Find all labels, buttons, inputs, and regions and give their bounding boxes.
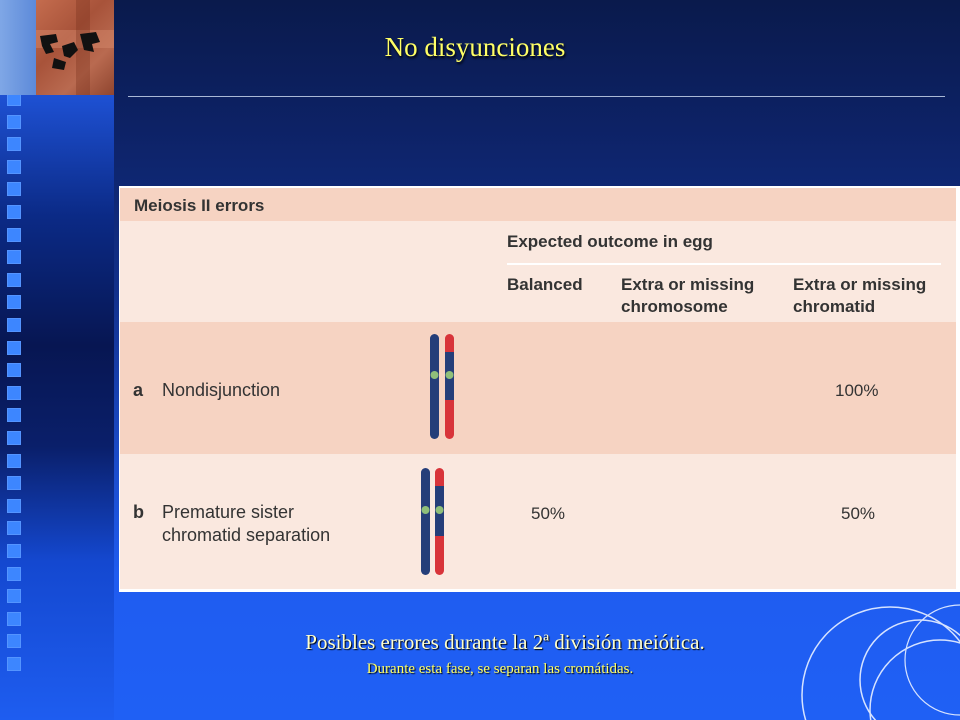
column-header-chromosome <box>621 274 754 318</box>
decorative-square <box>7 521 21 535</box>
row-label-line: chromatid separation <box>162 525 331 545</box>
separated-chromatids-icon <box>400 466 460 578</box>
left-decorative-strip <box>0 0 114 720</box>
decorative-square <box>7 544 21 558</box>
row-nondisjunction <box>120 322 956 454</box>
logo-emblem-icon <box>38 32 102 72</box>
decorative-square <box>7 567 21 581</box>
decorative-square <box>7 454 21 468</box>
column-header-chromatid <box>793 274 926 318</box>
decorative-square <box>7 612 21 626</box>
decorative-square <box>7 273 21 287</box>
slide-title: No disyunciones <box>384 32 566 62</box>
decorative-square <box>7 228 21 242</box>
decorative-square <box>7 182 21 196</box>
column-header-line: Extra or missing <box>793 275 927 294</box>
decorative-square <box>7 363 21 377</box>
row-label <box>162 501 330 547</box>
decorative-square <box>7 115 21 129</box>
decorative-square <box>7 318 21 332</box>
decorative-arcs <box>780 600 960 720</box>
row-letter: b <box>133 502 144 522</box>
column-header-balanced <box>507 274 583 296</box>
figure-header-band <box>120 188 956 221</box>
decorative-square <box>7 160 21 174</box>
slide-caption: Posibles errores durante la 2ª división meiótica. <box>305 630 705 654</box>
logo-background <box>0 0 36 95</box>
expected-outcome-header: Expected outcome in egg <box>507 232 713 251</box>
square-pattern <box>7 92 25 692</box>
decorative-square <box>7 250 21 264</box>
row-premature-separation <box>120 454 956 589</box>
meiosis-errors-figure <box>119 186 960 592</box>
decorative-square <box>7 386 21 400</box>
title-divider <box>128 96 945 97</box>
decorative-square <box>7 476 21 490</box>
decorative-square <box>7 657 21 671</box>
column-header-line: Balanced <box>507 275 583 294</box>
decorative-square <box>7 205 21 219</box>
chromatid-outcome-value: 100% <box>835 381 879 400</box>
chromosome-pair-icon <box>400 332 460 442</box>
row-letter: a <box>133 380 144 400</box>
slide-caption-detail: Durante esta fase, se separan las cromátidas. <box>366 661 634 677</box>
decorative-square <box>7 589 21 603</box>
figure-header: Meiosis II errors <box>134 196 265 215</box>
column-header-line: chromosome <box>621 297 728 316</box>
decorative-square <box>7 499 21 513</box>
column-header-line: chromatid <box>793 297 876 316</box>
column-header-line: Extra or missing <box>621 275 755 294</box>
row-label: Nondisjunction <box>162 380 281 400</box>
header-divider <box>507 263 941 265</box>
decorative-square <box>7 137 21 151</box>
decorative-square <box>7 341 21 355</box>
row-label-line: Premature sister <box>162 502 295 522</box>
balanced-outcome-value: 50% <box>531 504 566 523</box>
chromatid-outcome-value: 50% <box>841 504 876 523</box>
decorative-square <box>7 431 21 445</box>
decorative-square <box>7 408 21 422</box>
decorative-square <box>7 295 21 309</box>
decorative-square <box>7 634 21 648</box>
